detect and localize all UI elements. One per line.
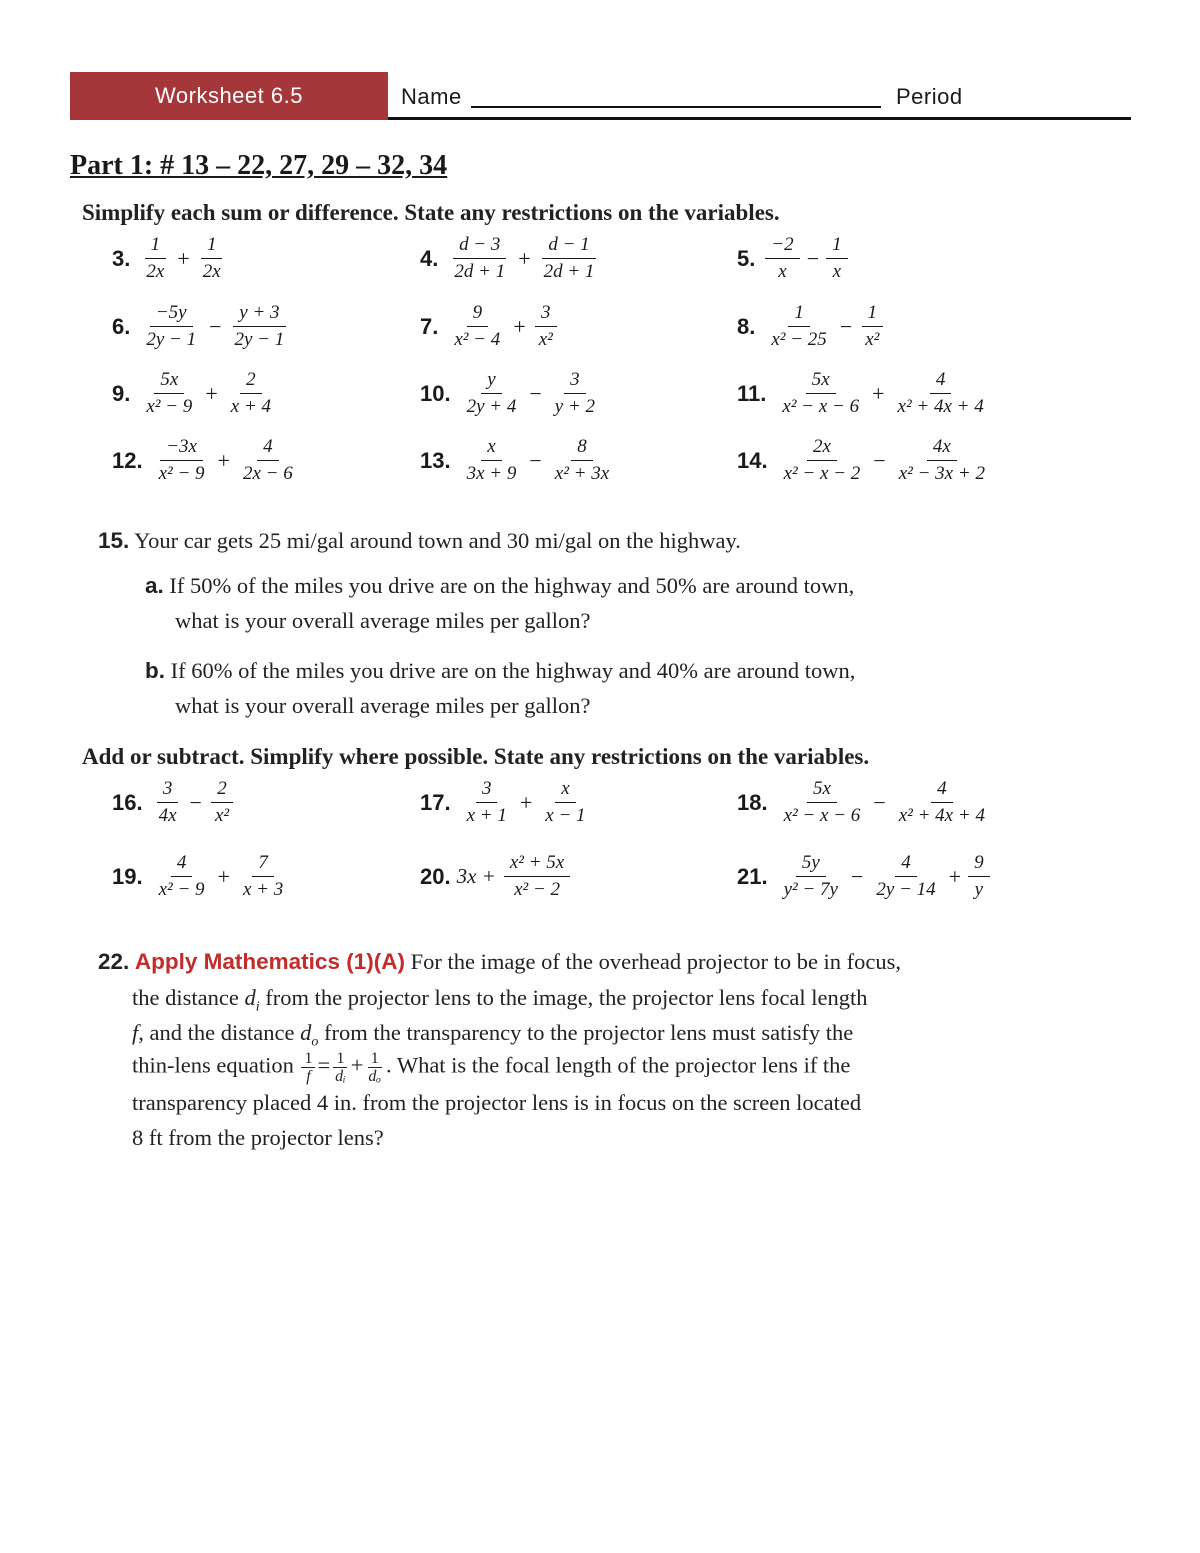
fraction [892, 369, 990, 418]
operator: − [529, 380, 542, 406]
q15b-line1 [145, 658, 855, 684]
q22-tag: Apply Mathematics (1)(A) [134, 949, 405, 974]
numerator: 5x [807, 778, 837, 803]
fraction [549, 369, 601, 418]
eq-den-do: dₒ [368, 1068, 381, 1085]
q15b-text1: If 60% of the miles you drive are on the highway and 40% are around town, [170, 658, 856, 683]
numerator: 8 [571, 436, 593, 461]
period-label: Period [896, 84, 963, 109]
q15a-line2: what is your overall average miles per gallon? [175, 608, 591, 633]
problem-number: 20. [420, 863, 451, 889]
denominator: x² + 4x + 4 [898, 805, 985, 826]
operator: + [872, 380, 885, 406]
denominator: x² − 9 [158, 879, 205, 900]
fraction [778, 852, 844, 901]
numerator: 5x [806, 369, 836, 394]
problem-number: 18. [737, 789, 768, 815]
instructions-section-2: Add or subtract. Simplify where possible. State any restrictions on the variables. [82, 744, 870, 769]
numerator: d − 3 [453, 234, 506, 259]
q15b-label: b. [145, 658, 165, 683]
numerator: 5y [796, 852, 826, 877]
fraction [765, 234, 799, 283]
denominator: x² − x − 2 [783, 463, 861, 484]
problem-number: 17. [420, 789, 451, 815]
fraction [533, 302, 559, 351]
problem-number: 4. [420, 245, 439, 271]
operator: + [177, 245, 190, 271]
q22-text3b: , and the distance [138, 1020, 301, 1045]
problem-number: 8. [737, 313, 756, 339]
denominator: x² − 4 [454, 329, 501, 350]
denominator: x² − 9 [146, 396, 193, 417]
operator: − [850, 863, 864, 889]
denominator: x² − 2 [514, 879, 561, 900]
fraction [448, 302, 506, 351]
numerator: 4x [927, 436, 957, 461]
q22-line2 [132, 985, 868, 1016]
eq-num-1b: 1 [333, 1050, 347, 1068]
fraction [153, 852, 211, 901]
numerator: 3 [476, 778, 498, 803]
denominator: 4x [158, 805, 177, 826]
denominator: 2y + 4 [466, 396, 517, 417]
operator: + [519, 789, 533, 815]
numerator: y + 3 [233, 302, 285, 327]
problem-20 [420, 852, 574, 901]
numerator: 4 [930, 369, 952, 394]
fraction [504, 852, 570, 901]
denominator: 2d + 1 [454, 261, 506, 282]
worksheet-title-box [70, 72, 388, 120]
eq-1-over-do [365, 1050, 384, 1085]
fraction [140, 234, 170, 283]
fraction [237, 436, 299, 485]
fraction [153, 778, 183, 827]
numerator: x [555, 778, 575, 803]
denominator: 2y − 14 [876, 879, 936, 900]
denominator: 2y − 1 [146, 329, 197, 350]
operator: + [217, 863, 230, 889]
denominator: x² − 3x + 2 [898, 463, 985, 484]
q22-number: 22. [98, 949, 130, 974]
q22-line1 [98, 949, 901, 975]
fraction [826, 234, 848, 283]
denominator: 2x − 6 [242, 463, 293, 484]
problem-7 [420, 302, 563, 351]
problem-19 [112, 852, 293, 901]
operator: − [209, 313, 222, 339]
q15a-label: a. [145, 573, 164, 598]
q15-stem [98, 528, 741, 554]
operator: + [948, 863, 962, 889]
q22-line3 [132, 1020, 853, 1051]
problem-number: 3. [112, 245, 131, 271]
numerator: 4 [931, 778, 953, 803]
eq-1-over-di [332, 1050, 349, 1085]
fraction [893, 778, 991, 827]
fraction [209, 778, 235, 827]
denominator: x [832, 261, 842, 282]
denominator: x² [538, 329, 553, 350]
problem-number: 14. [737, 447, 768, 473]
fraction [539, 778, 591, 827]
problem-14 [737, 436, 995, 485]
denominator: x² − 25 [771, 329, 827, 350]
denominator: x² [214, 805, 230, 826]
eq-den-di: dᵢ [335, 1068, 346, 1085]
fraction [549, 436, 615, 485]
worksheet-title: Worksheet 6.5 [155, 83, 303, 108]
problem-13 [420, 436, 619, 485]
operator: + [217, 447, 230, 473]
numerator: 1 [862, 302, 884, 327]
problem-21 [737, 852, 994, 901]
numerator: 1 [788, 302, 810, 327]
numerator: −5y [150, 302, 193, 327]
problem-number: 13. [420, 447, 451, 473]
numerator: 5x [154, 369, 184, 394]
fraction [893, 436, 991, 485]
problem-5 [737, 234, 852, 283]
numerator: 3 [157, 778, 179, 803]
eq-equals: = [317, 1052, 331, 1078]
problem-number: 11. [737, 380, 767, 406]
problem-number: 9. [112, 380, 131, 406]
q15-text: Your car gets 25 mi/gal around town and 30 mi/gal on the highway. [134, 528, 741, 553]
eq-num-1c: 1 [368, 1050, 382, 1068]
problem-11 [737, 369, 994, 418]
denominator: 3x + 9 [466, 463, 517, 484]
denominator: 2x [146, 261, 165, 282]
fraction [140, 369, 198, 418]
numerator: 7 [252, 852, 274, 877]
numerator: 1 [826, 234, 848, 259]
operator: + [513, 313, 526, 339]
numerator: x² + 5x [504, 852, 570, 877]
name-field-line[interactable] [471, 106, 881, 108]
q22-var-di: d [244, 985, 256, 1010]
problem-number: 12. [112, 447, 143, 473]
fraction [448, 234, 511, 283]
problem-16 [112, 778, 239, 827]
numerator: 4 [171, 852, 193, 877]
numerator: −2 [765, 234, 799, 259]
denominator: x² + 3x [554, 463, 610, 484]
fraction [859, 302, 885, 351]
fraction [237, 852, 289, 901]
fraction [765, 302, 832, 351]
problem-3 [112, 234, 231, 283]
fraction [461, 778, 513, 827]
q22-line5: transparency placed 4 in. from the projector lens is in focus on the screen located [132, 1090, 862, 1115]
fraction [870, 852, 941, 901]
fraction [153, 436, 211, 485]
numerator: d − 1 [542, 234, 595, 259]
problem-4 [420, 234, 604, 283]
q22-text4b: . What is the focal length of the projector lens if the [385, 1052, 851, 1078]
operator: − [873, 447, 886, 473]
denominator: 2d + 1 [543, 261, 595, 282]
instructions-section-1: Simplify each sum or difference. State any restrictions on the variables. [82, 200, 780, 225]
q22-line4 [132, 1050, 850, 1085]
problem-lead-term: 3x + [456, 864, 496, 888]
denominator: y² − 7y [783, 879, 838, 900]
numerator: 9 [467, 302, 489, 327]
q15a-text1: If 50% of the miles you drive are on the highway and 50% are around town, [169, 573, 855, 598]
fraction [140, 302, 202, 351]
problem-18 [737, 778, 995, 827]
eq-num-1: 1 [301, 1050, 315, 1068]
q22-line6: 8 ft from the projector lens? [132, 1125, 384, 1150]
numerator: 3 [564, 369, 586, 394]
denominator: x + 1 [466, 805, 507, 826]
problem-number: 10. [420, 380, 451, 406]
fraction [461, 436, 523, 485]
eq-1-over-f [301, 1050, 315, 1085]
q22-var-f: f [132, 1020, 139, 1045]
q15-number: 15. [98, 528, 130, 553]
problem-9 [112, 369, 281, 418]
problem-8 [737, 302, 889, 351]
q15a-line1 [145, 573, 854, 599]
eq-den-f: f [306, 1068, 311, 1085]
numerator: 2 [240, 369, 262, 394]
problem-6 [112, 302, 294, 351]
denominator: 2x [202, 261, 221, 282]
problem-12 [112, 436, 303, 485]
problem-number: 21. [737, 863, 768, 889]
numerator: 2x [807, 436, 837, 461]
denominator: y + 2 [554, 396, 596, 417]
q15b-line2: what is your overall average miles per gallon? [175, 693, 591, 718]
q22-var-do: d [300, 1020, 312, 1045]
operator: − [806, 245, 820, 271]
fraction [197, 234, 227, 283]
q22-sub-i: i [255, 999, 260, 1015]
name-label: Name [401, 84, 462, 109]
denominator: x² − 9 [158, 463, 205, 484]
q22-text4a: thin-lens equation [132, 1052, 300, 1078]
denominator: x² − x − 6 [782, 396, 860, 417]
fraction [778, 436, 867, 485]
operator: − [529, 447, 542, 473]
fraction [229, 302, 291, 351]
q22-text1: For the image of the overhead projector to be in focus, [410, 949, 902, 974]
numerator: y [481, 369, 501, 394]
operator: − [873, 789, 886, 815]
q22-text2b: from the projector lens to the image, the projector lens focal length [259, 985, 868, 1010]
fraction [461, 369, 523, 418]
problem-10 [420, 369, 605, 418]
fraction [225, 369, 277, 418]
problem-number: 7. [420, 313, 439, 339]
denominator: y [974, 879, 984, 900]
operator: − [189, 789, 202, 815]
fraction [776, 369, 865, 418]
problem-number: 16. [112, 789, 143, 815]
denominator: x² [865, 329, 880, 350]
denominator: x − 1 [545, 805, 586, 826]
q22-text3c: from the transparency to the projector lens must satisfy the [318, 1020, 854, 1045]
denominator: x + 4 [230, 396, 271, 417]
denominator: 2y − 1 [234, 329, 285, 350]
problem-number: 19. [112, 863, 143, 889]
numerator: 9 [968, 852, 990, 877]
q22-text2a: the distance [132, 985, 245, 1010]
problem-number: 5. [737, 245, 756, 271]
numerator: 1 [145, 234, 167, 259]
operator: − [839, 313, 853, 339]
denominator: x [778, 261, 787, 282]
eq-plus: + [350, 1052, 364, 1078]
header-rule [388, 117, 1131, 120]
denominator: x² − x − 6 [783, 805, 861, 826]
operator: + [518, 245, 531, 271]
problem-17 [420, 778, 596, 827]
denominator: x² + 4x + 4 [897, 396, 984, 417]
fraction [778, 778, 867, 827]
operator: + [205, 380, 218, 406]
problem-number: 6. [112, 313, 131, 339]
numerator: x [481, 436, 501, 461]
numerator: 2 [211, 778, 233, 803]
fraction [538, 234, 601, 283]
fraction [968, 852, 990, 901]
denominator: x + 3 [242, 879, 284, 900]
numerator: 4 [257, 436, 279, 461]
numerator: 3 [535, 302, 557, 327]
numerator: 4 [895, 852, 917, 877]
numerator: −3x [160, 436, 203, 461]
numerator: 1 [201, 234, 223, 259]
part-title: Part 1: # 13 – 22, 27, 29 – 32, 34 [70, 150, 448, 181]
q22-sub-o: o [311, 1034, 319, 1050]
